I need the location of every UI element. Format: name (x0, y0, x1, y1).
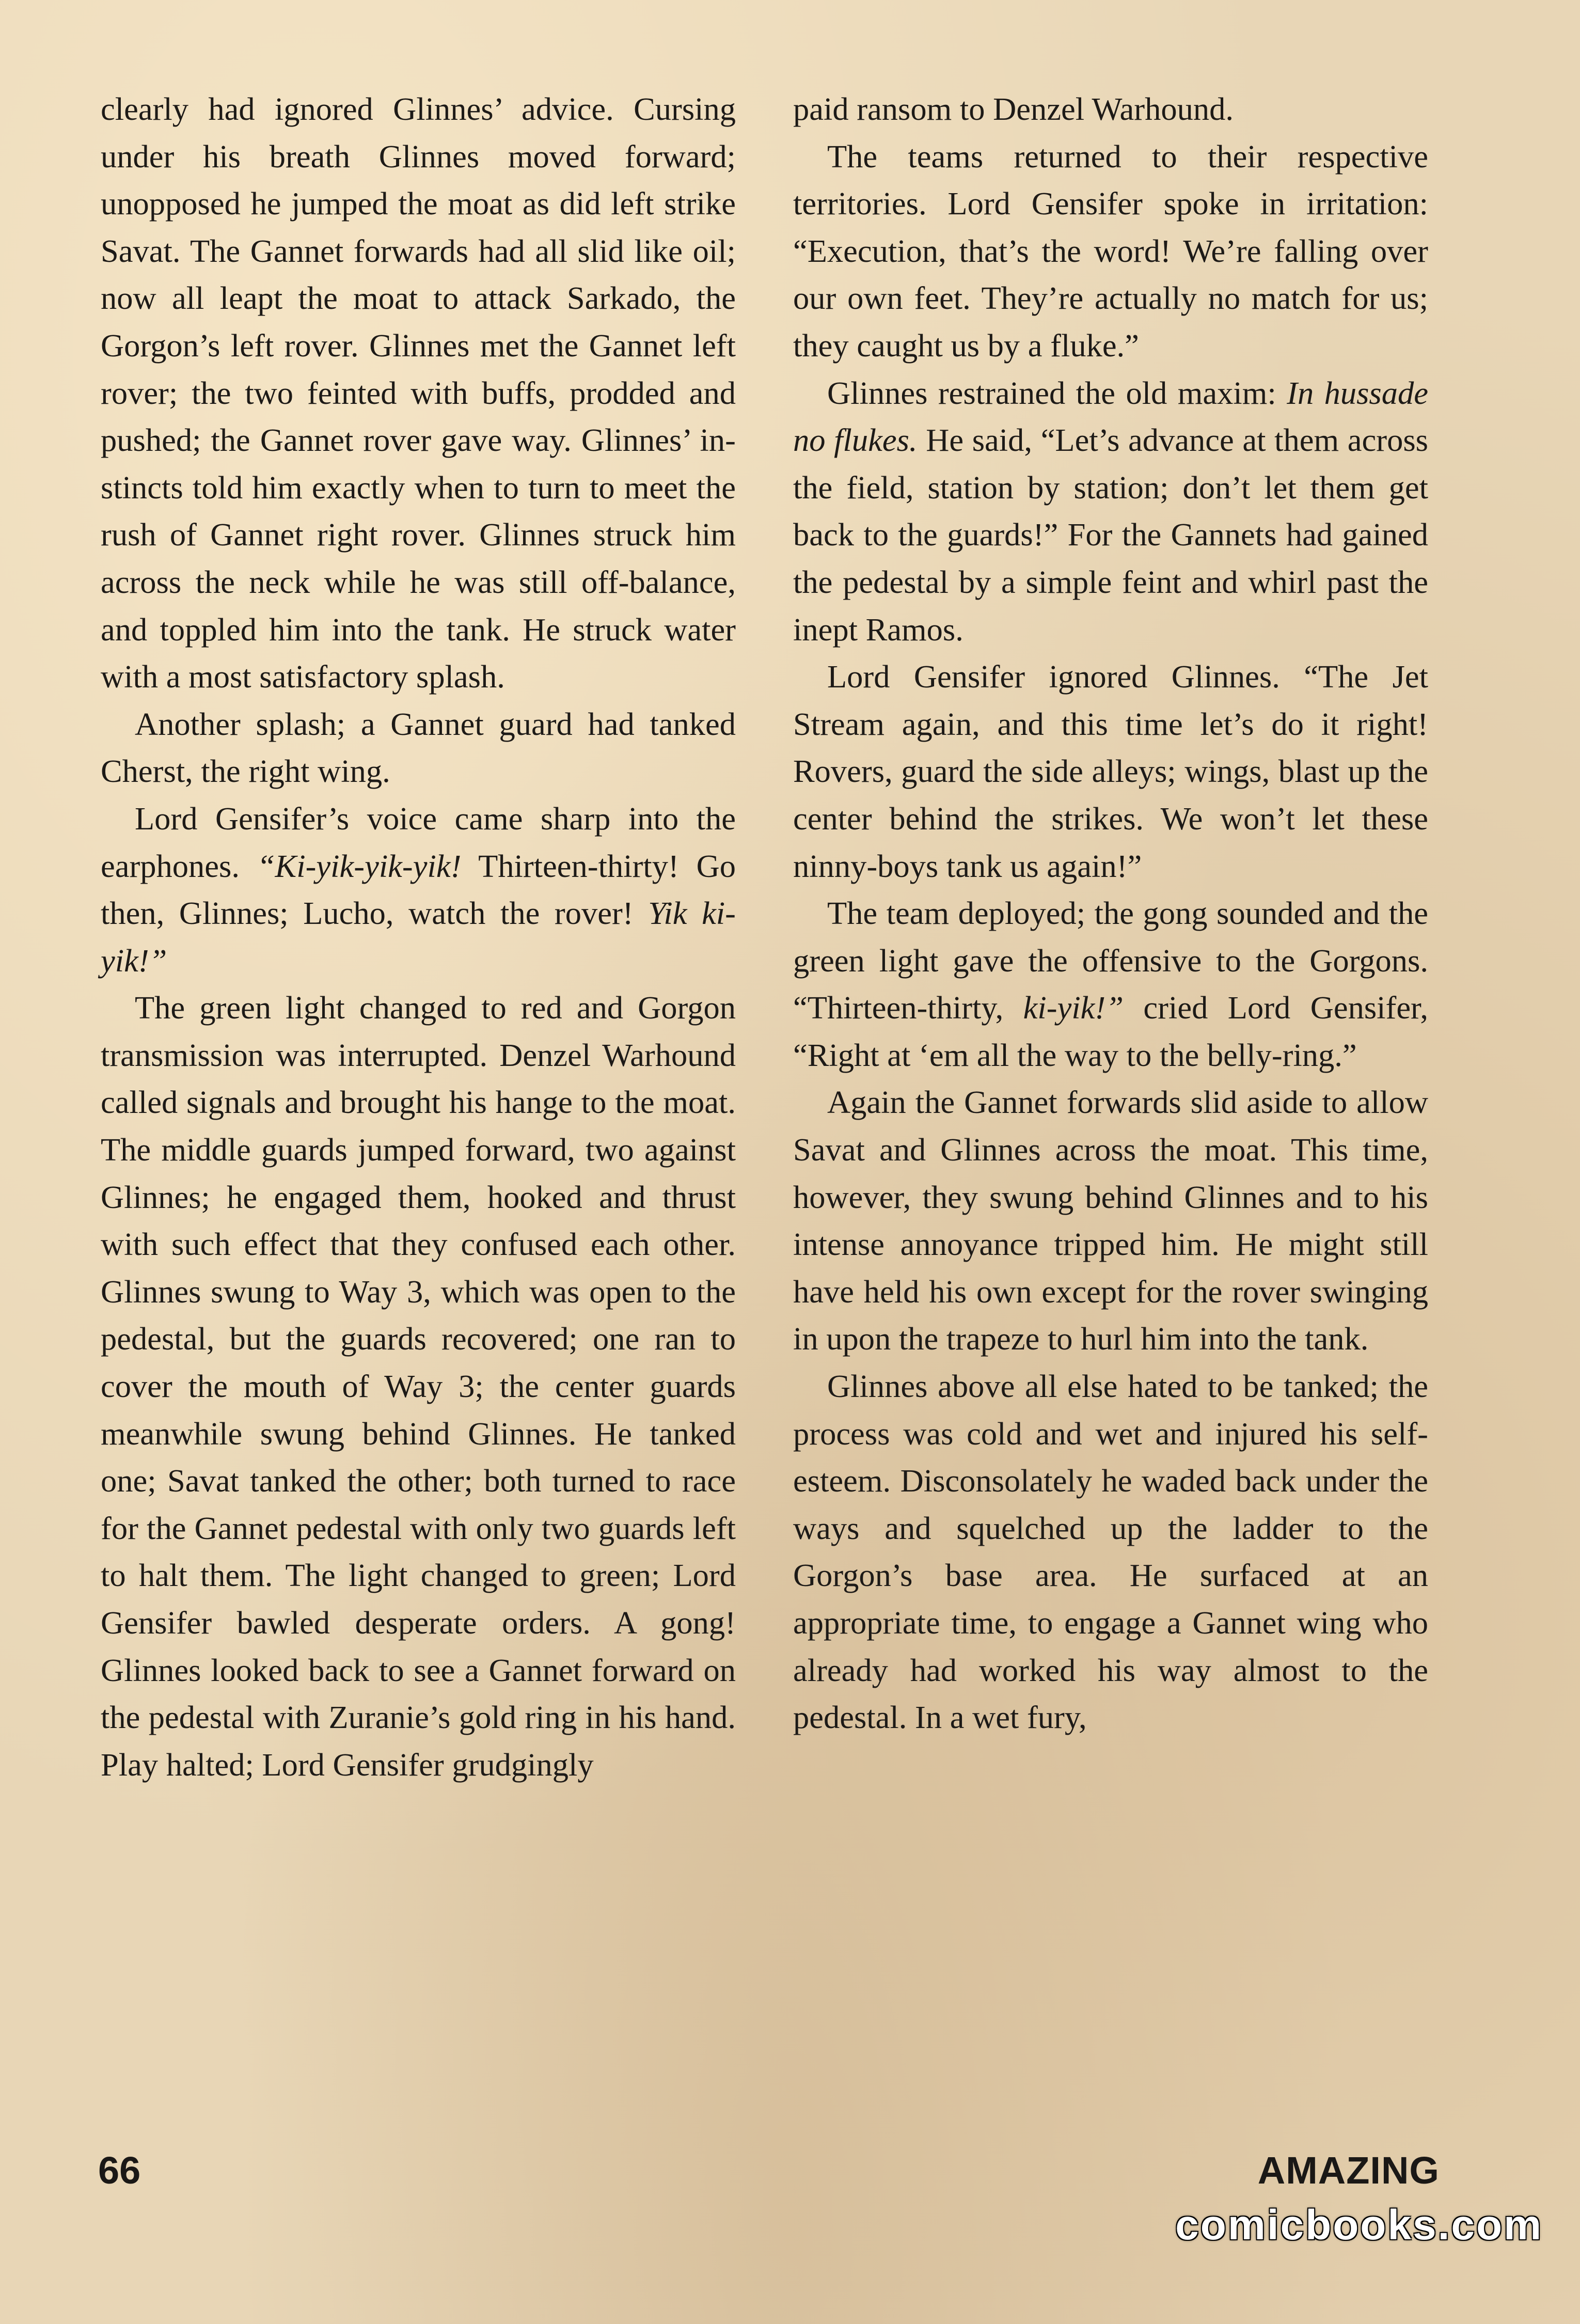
paragraph: Glinnes above all else hated to be tanked; the process was cold and wet and injured his self-esteem. Disconsolately he waded back under the ways and squelched up the ladder to the Gorgon’s base area. He surfaced at an appropriate time, to engage a Gannet wing who already had worked his way almost to the pedestal. In a wet fury, (793, 1368, 1428, 1736)
magazine-title: AMAZING (1257, 2149, 1440, 2192)
right-column (793, 86, 1428, 1741)
paragraph (793, 370, 1428, 654)
paragraph: paid ransom to Denzel Warhound. (793, 91, 1234, 127)
paragraph: The teams returned to their respective territories. Lord Gensifer spoke in irritation: “Execution, that’s the word! We’re falling over our own feet. They’re actually no match for us; they caught us by a fluke.” (793, 138, 1428, 364)
paragraph (101, 795, 736, 984)
paragraph: Again the Gannet forwards slid aside to allow Savat and Glinnes across the moat. This time, however, they swung behind Glinnes and to his intense annoyance tripped him. He might still have held his own except for the rover swinging in upon the trapeze to hurl him into the tank. (793, 1084, 1428, 1357)
paragraph: The green light changed to red and Gorgon transmission was interrupted. Denzel Warhound called signals and brought his hange to the moat. The middle guards jumped forward, two against Glinnes; he engaged them, hooked and thrust with such effect that they confused each other. Glinnes swung to Way 3, which was open to the pedestal, but the guards recovered; one ran to cover the mouth of Way 3; the center guards meanwhile swung behind Glinnes. He tanked one; Savat tanked the other; both turned to race for the Gannet pedestal with only two guards left to halt them. The light changed to green; Lord Gensifer bawled desperate orders. A gong! Glinnes looked back to see a Gannet forward on the pedestal with Zuranie’s gold ring in his hand. Play halted; Lord Gensifer grudgingly (101, 990, 736, 1783)
paragraph: clearly had ignored Glinnes’ advice. Cursing under his breath Glinnes moved forward; unopposed he jumped the moat as did left strike Savat. The Gannet forwards had all slid like oil; now all leapt the moat to attack Sarkado, the Gorgon’s left rover. Glinnes met the Gannet left rover; the two feinted with buffs, prodded and pushed; the Gannet rover gave way. Glinnes’ instincts told him exactly when to turn to meet the rush of Gannet right rover. Glinnes struck him across the neck while he was still off-balance, and toppled him into the tank. He struck water with a most satisfactory splash. (101, 91, 736, 695)
paragraph: Lord Gensifer ignored Glinnes. “The Jet Stream again, and this time let’s do it right! Rovers, guard the side alleys; wings, blast up the center behind the strikes. We won’t let these ninny-boys tank us again!” (793, 658, 1428, 884)
paragraph: Another splash; a Gannet guard had tanked Cherst, the right wing. (101, 705, 736, 790)
italic-text: “Ki-yik-yik-yik! (257, 847, 462, 884)
text-run: He said, “Let’s advance at them across the field, station by station; don’t let them get back to the guards!” For the Gannets had gained the pedestal by a simple feint and whirl past the inept Ramos. (793, 422, 1428, 648)
italic-text: Yik ki-yik!” (101, 895, 736, 979)
text-run: Thirteen-thirty! Go then, Glinnes; Lucho, watch the rover! (101, 847, 736, 932)
text-run: Lord Gensifer’s voice came sharp into the earphones. (101, 800, 736, 884)
left-column (101, 86, 736, 1788)
paragraph (793, 890, 1428, 1079)
text-run: The team deployed; the gong sounded and the green light gave the offensive to the Gorgons. “Thirteen-thirty, (793, 895, 1428, 1026)
text-run: cried Lord Gensifer, “Right at ‘em all the way to the belly-ring.” (793, 990, 1428, 1073)
watermark: comicbooks.com (1175, 2202, 1543, 2249)
italic-text: ki-yik!” (1023, 990, 1124, 1026)
text-run: Glinnes restrained the old maxim: (827, 374, 1287, 411)
italic-text: In hussade no flukes. (793, 374, 1428, 459)
page-number: 66 (98, 2149, 141, 2192)
